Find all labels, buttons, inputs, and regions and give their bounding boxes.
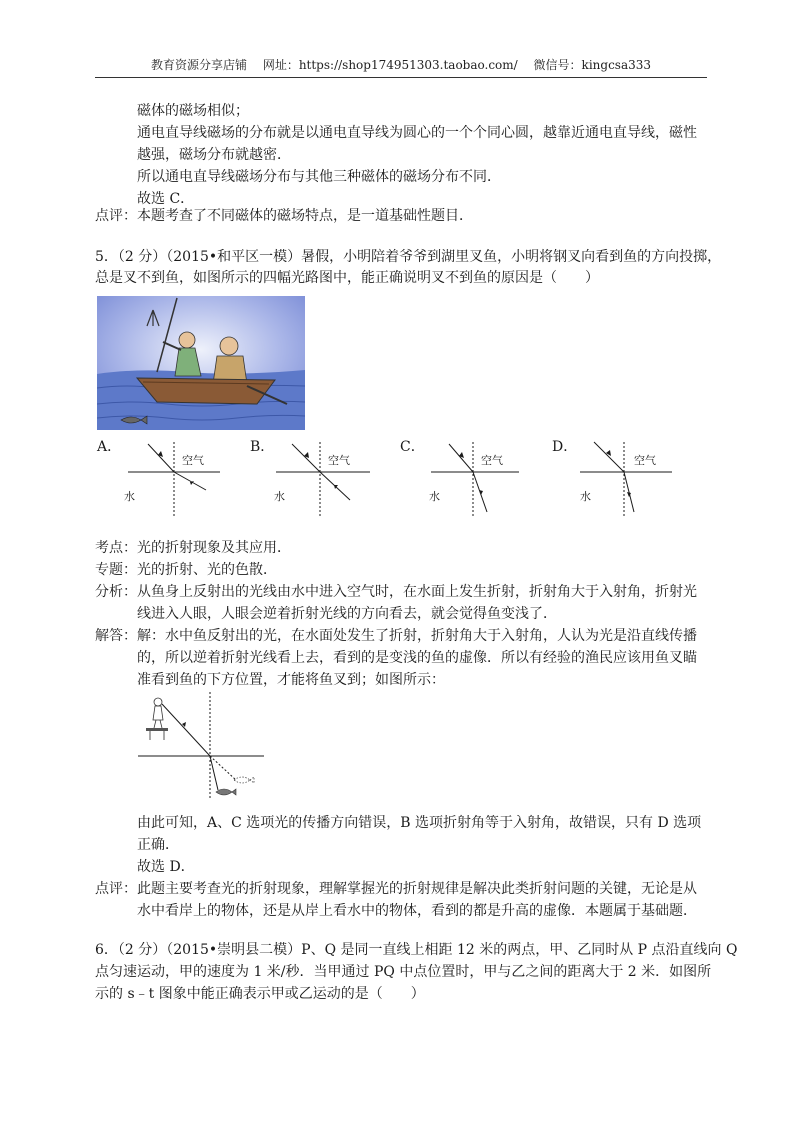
page-header: [95, 56, 707, 78]
header-shop: 教育资源分享店铺: [150, 58, 247, 72]
option-c-diagram: [425, 438, 545, 518]
q5-zhuanti: 专题：光的折射、光的色散．: [95, 562, 277, 578]
air-label: 空气: [634, 454, 656, 467]
q5-after: 由此可知，A、C 选项光的传播方向错误，B 选项折射角等于入射角，故错误，只有 D 选项: [137, 815, 702, 831]
option-c-label[interactable]: C．: [400, 439, 425, 455]
water-label: 水: [429, 490, 440, 503]
water-label: 水: [274, 490, 285, 503]
header-url: 网址：https://shop174951303.taobao.com/: [262, 58, 518, 72]
option-a-diagram: [120, 438, 240, 518]
q5-fenxi: 线进入人眼，人眼会逆着折射光线的方向看去，就会觉得鱼变浅了．: [137, 606, 557, 622]
q5-pingyu: 点评：此题主要考查光的折射现象，理解掌握光的折射规律是解决此类折射问题的关键，无论是从: [95, 881, 697, 897]
air-label: 空气: [481, 454, 503, 467]
q5-fenxi: 分析：从鱼身上反射出的光线由水中进入空气时，在水面上发生折射，折射角大于入射角，折射光: [95, 584, 697, 600]
option-a-label[interactable]: A．: [97, 439, 122, 455]
option-b-diagram: [270, 438, 390, 518]
water-label: 水: [124, 490, 135, 503]
option-d-label[interactable]: D．: [552, 439, 578, 455]
q4-tail-line: 故选 C．: [137, 191, 195, 207]
q4-tail-line: 所以通电直导线磁场分布与其他三种磁体的磁场分布不同．: [137, 169, 501, 185]
option-b-label[interactable]: B．: [250, 439, 275, 455]
q5-kaodian: 考点：光的折射现象及其应用．: [95, 540, 291, 556]
q4-tail-line: 磁体的磁场相似；: [137, 103, 249, 119]
q4-comment: 点评：本题考查了不同磁体的磁场特点，是一道基础性题目．: [95, 208, 473, 224]
q5-jieda: 解答：解：水中鱼反射出的光，在水面处发生了折射，折射角大于入射角，人认为光是沿直线传播: [95, 628, 697, 644]
fishing-boat-illustration: [97, 296, 305, 430]
q4-tail-line: 通电直导线磁场的分布就是以通电直导线为圆心的一个个同心圆，越靠近通电直导线，磁性: [137, 125, 697, 141]
air-label: 空气: [182, 454, 204, 467]
q5-jieda: 准看到鱼的下方位置，才能将鱼叉到；如图所示：: [137, 672, 445, 688]
water-label: 水: [580, 490, 591, 503]
header-wechat: 微信号：kingcsa333: [533, 58, 652, 72]
q5-jieda: 的，所以逆着折射光线看上去，看到的是变浅的鱼的虚像．所以有经验的渔民应该用鱼叉瞄: [137, 650, 697, 666]
solution-diagram: [136, 690, 266, 802]
air-label: 空气: [328, 454, 350, 467]
q6-stem: 6．（2 分）（2015•崇明县二模）P、Q 是同一直线上相距 12 米的两点，甲、乙同时从 P 点沿直线向 Q: [95, 942, 738, 958]
q5-choose: 故选 D．: [137, 859, 195, 875]
q6-stem: 示的 s﹣t 图象中能正确表示甲或乙运动的是（ ）: [95, 986, 425, 1002]
q6-stem: 点匀速运动，甲的速度为 1 米/秒．当甲通过 PQ 中点位置时，甲与乙之间的距离大于 2 米．如图所: [95, 964, 712, 980]
q5-after: 正确．: [137, 837, 179, 853]
q4-tail-line: 越强，磁场分布就越密．: [137, 147, 291, 163]
q5-stem: 总是叉不到鱼，如图所示的四幅光路图中，能正确说明叉不到鱼的原因是（ ）: [95, 270, 599, 286]
option-d-diagram: [576, 438, 696, 518]
q5-pingyu: 水中看岸上的物体，还是从岸上看水中的物体，看到的都是升高的虚像．本题属于基础题．: [137, 903, 697, 919]
q5-stem: 5．（2 分）（2015•和平区一模）暑假，小明陪着爷爷到湖里叉鱼，小明将钢叉向看到鱼的方向投掷，: [95, 249, 722, 265]
